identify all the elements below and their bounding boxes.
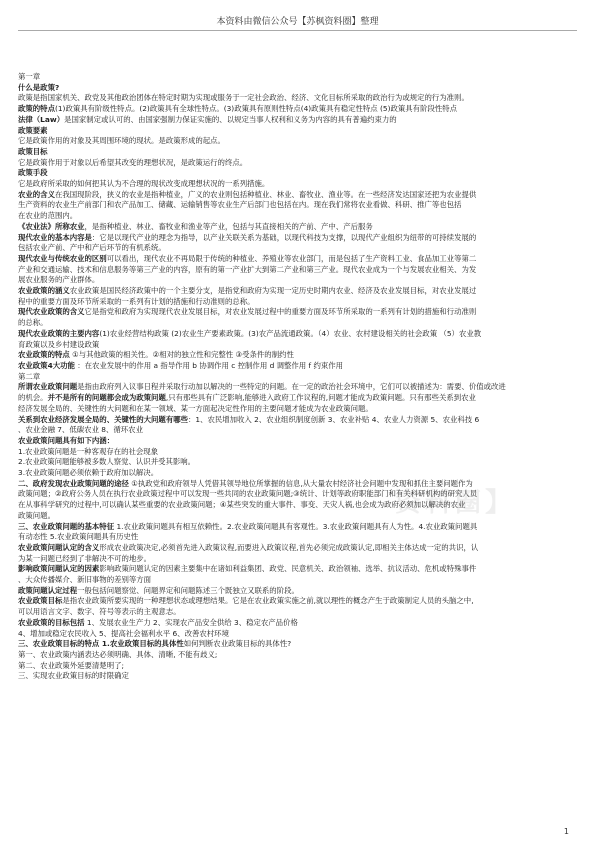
body-text: 生产资料的农业生产前部门和农产品加工、储藏、运输销售等农业生产后部门也包括在内。现在我们常将农业看做、科研、推广等也包括	[18, 200, 462, 210]
bold-term: 所谓农业政策问题	[18, 382, 78, 392]
body-text: 可以看出，现代农业不再局限于传统的种植业、养殖业等农业部门，而是包括了生产资料工业、食品加工业等第二	[106, 253, 477, 263]
body-text: 在我国现阶段，狭义的农业是指种植业，广义的农业则包括种植业、林业、畜牧业、渔业等。在一些经济发达国家还把为农业提供	[54, 189, 477, 199]
text-line	[18, 500, 578, 511]
body-text: 它是政策作用的对象及其周围环境的现状。是政策形成的起点。	[18, 136, 225, 146]
bold-term: 现代农业与传统农业的区别	[18, 253, 107, 263]
bold-term: 二、政府发现农业政策问题的途径	[18, 478, 129, 488]
text-line	[18, 297, 578, 308]
bold-term: 政策要素	[18, 125, 48, 135]
text-line	[18, 457, 578, 468]
bold-term: 什么是政策?	[18, 82, 60, 92]
text-line	[18, 72, 578, 83]
text-line	[18, 479, 578, 490]
document-body	[18, 72, 578, 682]
body-text: 2.农业政策问题能够被多数人察觉、认识并受其影响。	[18, 457, 196, 467]
body-text: 第一章	[18, 72, 41, 81]
body-text: 经济发展全局的、关键性的大问题和在某一领域、某一方面起决定性作用的主要问题才能成为农业政策问题。	[18, 403, 373, 413]
bold-term: 农业政策4大功能	[18, 360, 75, 370]
text-line	[18, 489, 578, 500]
bold-term: 政策目标	[18, 146, 48, 156]
text-line	[18, 211, 578, 222]
bold-term: 政策的特点	[18, 104, 55, 114]
body-text: 育政策以及乡村建设政策	[18, 339, 100, 349]
text-line	[18, 275, 578, 286]
text-line	[18, 468, 578, 479]
text-line	[18, 436, 578, 447]
text-line	[18, 222, 578, 233]
bold-term: 农业政策问题认定的含义	[18, 542, 100, 552]
text-line	[18, 586, 578, 597]
body-text: ①执政党和政府领导人凭借其领导地位所掌握的信息,从大量农村经济社会问题中发现和抓住主要问题作为	[128, 478, 473, 488]
bold-term: 三、农业政策目标的特点 1.农业政策目标的具体性	[18, 639, 184, 649]
body-text: 1.农业政策问题具有相互依赖性。2.农业政策问题具有客观性。3.农业政策问题具有人为性。4.农业政策问题具	[114, 521, 478, 531]
body-text: ：它是以现代产业的理念为指导，以产业关联关系为基础，以现代科技为支撑，以现代产业组织为纽带的可持续发展的	[91, 232, 477, 242]
bold-term: 法律（Law）	[18, 114, 65, 124]
watermark: 资料圈】	[395, 488, 516, 518]
body-text: 、农业金融 7、低碳农业 8、循环农业	[18, 425, 143, 435]
text-line	[18, 543, 578, 554]
text-line	[18, 575, 578, 586]
text-line	[18, 404, 578, 415]
text-line	[18, 372, 578, 383]
body-text: 它是政府所采取的如何把其认为不合理的现状改变成理想状况的一系列措施。	[18, 179, 270, 189]
text-line	[18, 254, 578, 265]
text-line	[18, 661, 578, 672]
text-line	[18, 511, 578, 522]
body-text: 1.农业政策问题是一种客观存在的社会现象	[18, 446, 159, 456]
body-text: 政策是指国家机关、政党及其他政治团体在特定时期为实现或服务于一定社会政治、经济、文化目标所采取的政治行为或规定的行为准则。	[18, 93, 469, 103]
bold-term: 三、农业政策问题的基本特征	[18, 521, 115, 531]
text-line	[18, 607, 578, 618]
body-text: 一般包括问题察觉、问题界定和问题陈述三个既独立又联系的阶段。	[77, 585, 299, 595]
text-line	[18, 93, 578, 104]
body-text: 第二章	[18, 371, 41, 381]
body-text: 包括农业产前、产中和产后环节的有机系统。	[18, 243, 166, 253]
text-line	[18, 200, 578, 211]
page-header: 本资料由微信公众号【苏枫资料圈】整理	[216, 17, 379, 27]
bold-term: 现代农业政策的主要内容	[18, 328, 100, 338]
body-text: 影响政策问题认定的因素主要集中在诸如利益集团、政党、民意机关、政治领袖、选举、抗议活动、危机或特殊事件	[99, 564, 477, 574]
text-line	[18, 393, 578, 404]
bold-term: 政策问题认定过程	[18, 585, 78, 595]
text-line	[18, 522, 578, 533]
body-text: 程中的重要方面及环节所采取的一系列有计划的措施和行动准则的总称。	[18, 296, 255, 306]
body-text: ：在农业发展中的作用 a 指导作用 b 协调作用 c 控制作用 d 调整作用 f 约束作用	[74, 360, 344, 370]
body-text: 政策问题。	[18, 510, 55, 520]
text-line	[18, 596, 578, 607]
body-text: 的总称。	[18, 318, 48, 328]
bold-term: 影响政策问题认定的因素	[18, 564, 100, 574]
body-text: ：1、农民增加收入 2、农业组织制度创新 3、农业补贴 4、农业人力资源 5、农业科技 6	[188, 414, 480, 424]
text-line	[18, 233, 578, 244]
text-line	[18, 415, 578, 426]
bold-term: 农业政策目标	[18, 596, 63, 606]
text-line	[18, 318, 578, 329]
body-text: (1)政策具有阶级性特点。(2)政策具有全球性特点。(3)政策具有原则性特点(4)政策具有稳定性特点 (5)政策具有阶段性特点	[54, 104, 458, 114]
body-text: 第一、农业政策内涵表达必须明确、具体、清晰, 不能有歧义;	[18, 649, 218, 659]
text-line	[18, 329, 578, 340]
text-line	[18, 532, 578, 543]
text-line	[18, 147, 578, 158]
body-text: ，是指种植业、林业、畜牧业和渔业等产业，包括与其直接相关的产前、产中、产后服务	[84, 221, 373, 231]
text-line	[18, 340, 578, 351]
text-line	[18, 190, 578, 201]
bold-term: 现代农业的基本内容是	[18, 232, 92, 242]
body-text: 政策问题；②政府公务人员在执行农业政策过程中可以发现一些共同的农业政策问题;③统计、计划等政府职能部门和有关科研机构的研究人员	[18, 489, 478, 499]
bold-term: 农业政策问题具有如下内涵：	[18, 435, 115, 445]
text-line	[18, 671, 578, 682]
text-line	[18, 265, 578, 276]
body-text: 三、实现农业政策目标的时限确定	[18, 671, 129, 681]
body-text: 在从事科学研究的过程中,可以确认某些重要的农业政策问题；④某些突发的重大事件、事变、天灾人祸,也会成为政府必须加以解决的农业	[18, 500, 466, 510]
bold-term: 农业政策的目标包括	[18, 617, 85, 627]
text-line	[18, 286, 578, 297]
text-line	[18, 136, 578, 147]
body-text: 的机会。	[18, 393, 48, 403]
bold-term: 农业的含义	[18, 189, 55, 199]
bold-term: 《农业法》所称农业	[18, 221, 85, 231]
page-number: 1	[563, 827, 569, 836]
bold-term: 现代农业政策的含义	[18, 307, 85, 317]
body-text: 3.农业政策问题必须依赖于政府加以解决。	[18, 468, 159, 478]
text-line	[18, 350, 578, 361]
body-text: 在农业的范围内。	[18, 211, 78, 221]
text-line	[18, 629, 578, 640]
body-text: 1、发展农业生产力 2、实现农产品安全供给 3、稳定农产品价格	[84, 617, 298, 627]
text-line	[18, 618, 578, 629]
body-text: 形成农业政策决定,必须首先进入政策议程,而要进入政策议程,首先必须完成政策认定,即相关主体达成一定的共识，认	[99, 542, 479, 552]
text-line	[18, 158, 578, 169]
text-line	[18, 115, 578, 126]
text-line	[18, 104, 578, 115]
text-line	[18, 382, 578, 393]
text-line	[18, 361, 578, 372]
body-text: 它是政策作用于对象以后希望其改变的理想状况，是政策运行的终点。	[18, 157, 248, 167]
text-line	[18, 83, 578, 94]
text-line	[18, 639, 578, 650]
body-text: 是国家制定或认可的、由国家强制力保证实施的、以规定当事人权利和义务为内容的具有普遍约束力的	[64, 114, 397, 124]
body-text: 如何判断农业政策目标的具体性?	[183, 639, 292, 649]
body-text: ①与其他政策的相关性。②相对的独立性和完整性 ③受条件的制约性	[69, 350, 294, 360]
body-text: 有动态性 5.农业政策问题具有历史性	[18, 532, 139, 542]
bold-term: 并不是所有的问题都会成为政策问题	[47, 393, 166, 403]
text-line	[18, 650, 578, 661]
body-text: 展农业服务的产业群体。	[18, 275, 100, 285]
body-text: (1)农业经营结构政策 (2)农业生产要素政策。(3)农产品流通政策。（4）农业、农村建设相关的社会政策 （5）农业教	[99, 328, 482, 338]
body-text: 为某一问题已经到了非解决不可的地步。	[18, 553, 152, 563]
header-divider	[18, 30, 577, 31]
body-text: 产业和交通运输、技术和信息服务等第三产业的内容，原有的第一产业扩大到第二产业和第三产业。现代农业成为一个与发展农业相关、为发	[18, 264, 477, 274]
text-line	[18, 307, 578, 318]
text-line	[18, 243, 578, 254]
body-text: 可以用语言文字、数字、符号等表示的主观意志。	[18, 607, 181, 617]
body-text: 、大众传播媒介、新旧事物的差别等方面	[18, 575, 152, 585]
text-line	[18, 554, 578, 565]
text-line	[18, 564, 578, 575]
bold-term: 农业政策的涵义	[18, 286, 70, 296]
body-text: 农业政策是国民经济政策中的一个主要分支，是指党和政府为实现一定历史时期内农业、经济及农业发展目标，对农业发展过	[69, 286, 477, 296]
body-text: 是指农业政策所要实现的一种理想状态或理想结果。它是在农业政策实施之前,就以理性的概念产生于政策制定人员的头脑之中,	[62, 596, 474, 606]
bold-term: 政策手段	[18, 168, 48, 178]
body-text: ,只有那些具有广泛影响,能够进入政府工作议程的,问题才能成为政策问题。只有那些关系到农业	[165, 393, 476, 403]
body-text: 4、增加或稳定农民收入 5、提高社会福利水平 6、改善农村环境	[18, 628, 229, 638]
text-line	[18, 126, 578, 137]
text-line	[18, 168, 578, 179]
text-line	[18, 425, 578, 436]
body-text: 是指由政府列入议事日程并采取行动加以解决的一些特定的问题。在一定的政治社会环境中，它们可以被描述为：需要、价值或改进	[77, 382, 506, 392]
bold-term: 关系到农业经济发展全局的、关键性的大问题有哪些	[18, 414, 188, 424]
text-line	[18, 179, 578, 190]
text-line	[18, 447, 578, 458]
bold-term: 农业政策的特点	[18, 350, 70, 360]
body-text: 它是指党和政府为实现现代农业发展目标，对农业发展过程中的重要方面及环节所采取的一系列有计划的措施和行动准则	[84, 307, 477, 317]
body-text: 第二、农业政策外延要清楚明了;	[18, 660, 124, 670]
